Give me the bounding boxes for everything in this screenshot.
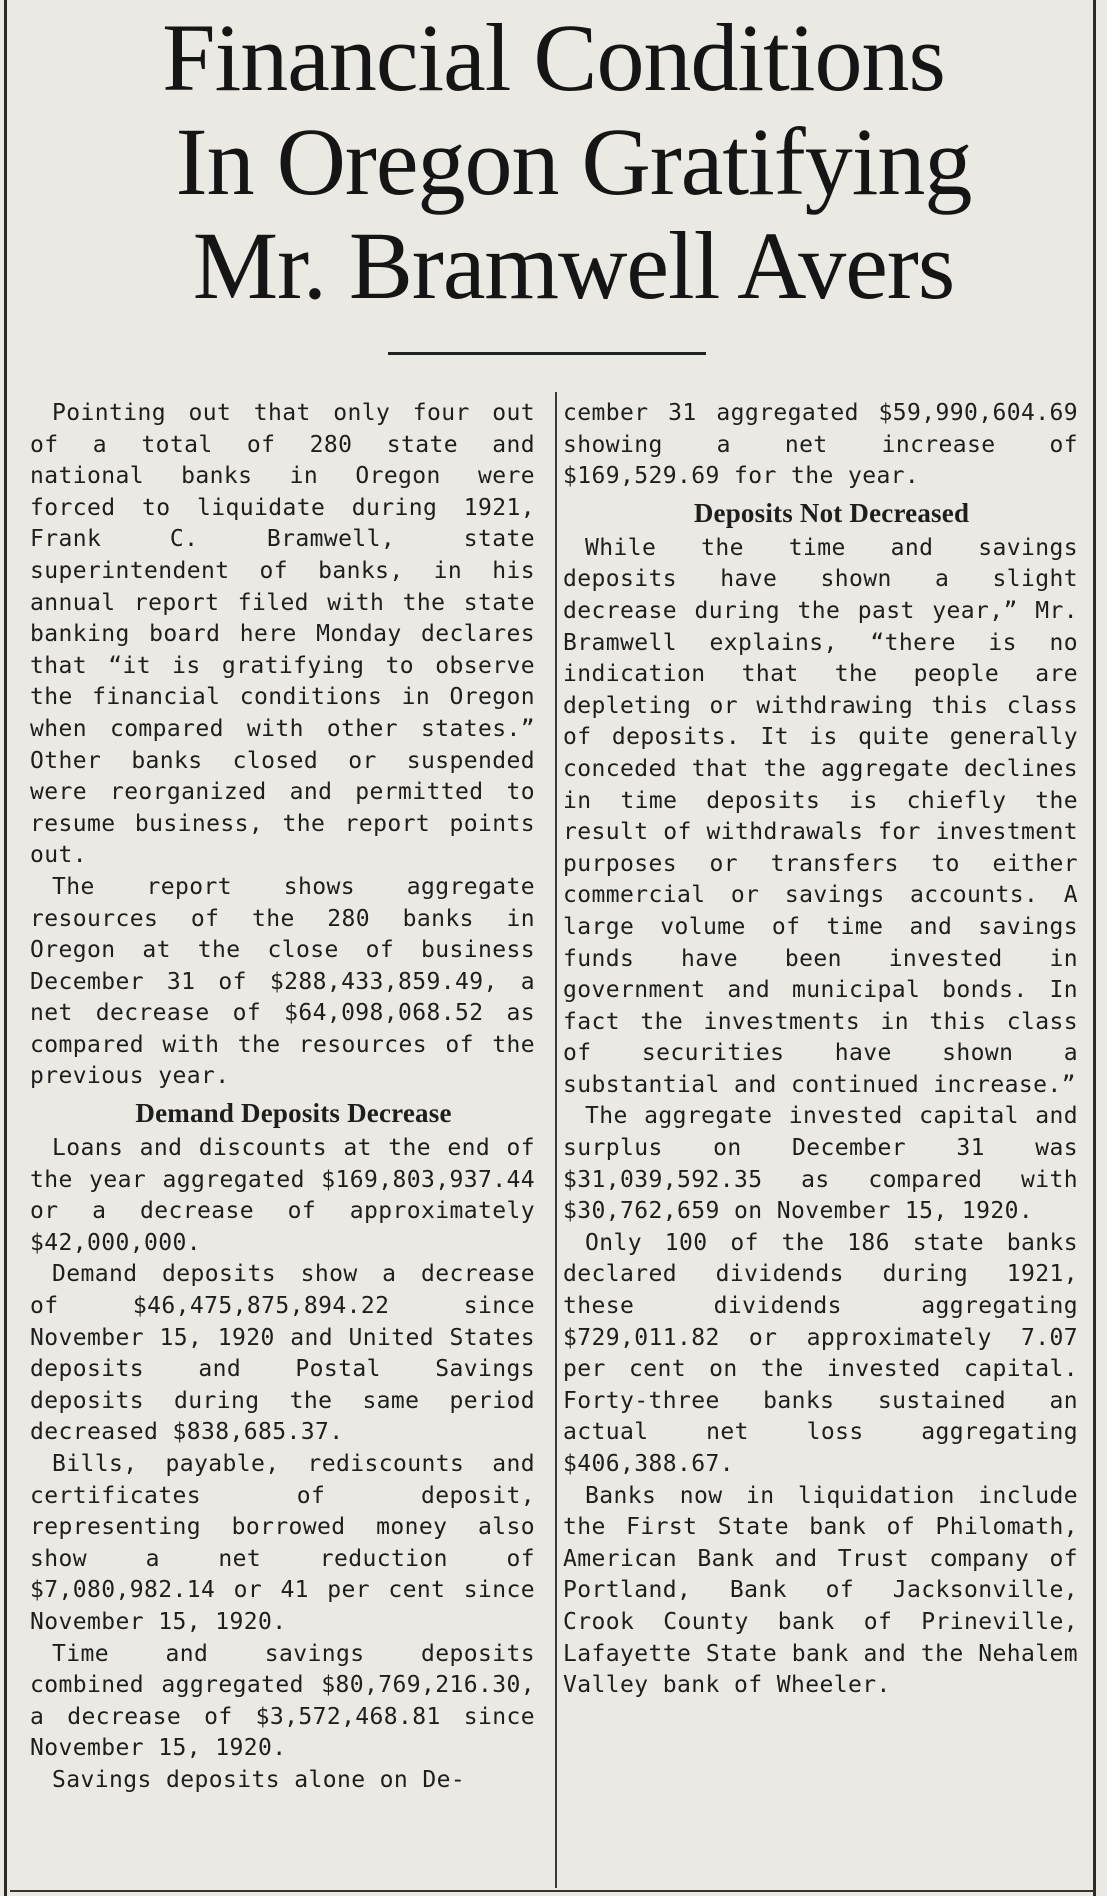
paragraph: Banks now in liquidation include the First State bank of Philomath, American Bank and Trust company of Portland, Bank of Jacksonville, Crook County bank of Prineville, Lafayette State bank and the Nehalem Valley bank of Wheeler. [563,1482,1078,1699]
paragraph: Only 100 of the 186 state banks declared dividends during 1921, these dividends aggregating $729,011.82 or approximately 7.07 per cent on the invested capital. Forty-three banks sustained an actual net loss aggregating $406,388.67. [563,1229,1078,1477]
headline-line: Financial Conditions [162,4,945,111]
paragraph: While the time and savings deposits have shown a slight decrease during the past year,” Mr. Bramwell explains, “there is no indication that the people are depleting or withdrawing this class of deposits. It is quite generally conceded that the aggregate declines in time deposits is chiefly the result of withdrawals for investment purposes or transfers to either commercial or savings accounts. A large volume of time and savings funds have been invested in government and municipal bonds. In fact the investments in this class of securities have shown a substantial and continued increase.” [563,534,1078,1098]
left-column [30,398,535,1797]
paragraph: Pointing out that only four out of a total of 280 state and national banks in Oregon were forced to liquidate during 1921, Frank C. Bramwell, state superintendent of banks, in his annual report filed with the state banking board here Monday declares that “it is gratifying to observe the financial conditions in Oregon when compared with other states.” Other banks closed or suspended were reorganized and permitted to resume business, the report points out. [30,400,535,869]
subheading: Demand Deposits Decrease [135,1098,452,1129]
paragraph: Demand deposits show a decrease of $46,475,875,894.22 since November 15, 1920 and United States deposits and Postal Savings deposits during the same period decreased $838,685.37. [30,1261,535,1446]
column-divider [555,392,557,1888]
bottom-rule [10,1890,1095,1892]
paragraph: Bills, payable, rediscounts and certificates of deposit, representing borrowed money also show a net reduction of $7,080,982.14 or 41 per cent since November 15, 1920. [30,1451,535,1635]
paragraph-continued: cember 31 aggregated $59,990,604.69 showing a net increase of $169,529.69 for the year. [563,400,1078,490]
headline-line: In Oregon Gratifying [175,108,972,215]
paragraph: Time and savings deposits combined aggregated $80,769,216.30, a decrease of $3,572,468.81 since November 15, 1920. [30,1640,535,1762]
paragraph: The aggregate invested capital and surplus on December 31 was $31,039,592.35 as compared with $30,762,659 on November 15, 1920. [563,1103,1078,1225]
paragraph: Loans and discounts at the end of the year aggregated $169,803,937.44 or a decrease of approximately $42,000,000. [30,1135,535,1256]
subheading: Deposits Not Decreased [693,497,970,528]
paragraph: The report shows aggregate resources of the 280 banks in Oregon at the close of business December 31 of $288,433,859.49, a net decrease of $64,098,068.52 as compared with the resources of the previous year. [30,873,535,1090]
headline-line: Mr. Bramwell Avers [192,212,955,319]
headline [0,6,1107,318]
right-column [563,398,1078,1702]
paragraph: Savings deposits alone on De- [52,1766,466,1793]
headline-divider [388,352,706,355]
